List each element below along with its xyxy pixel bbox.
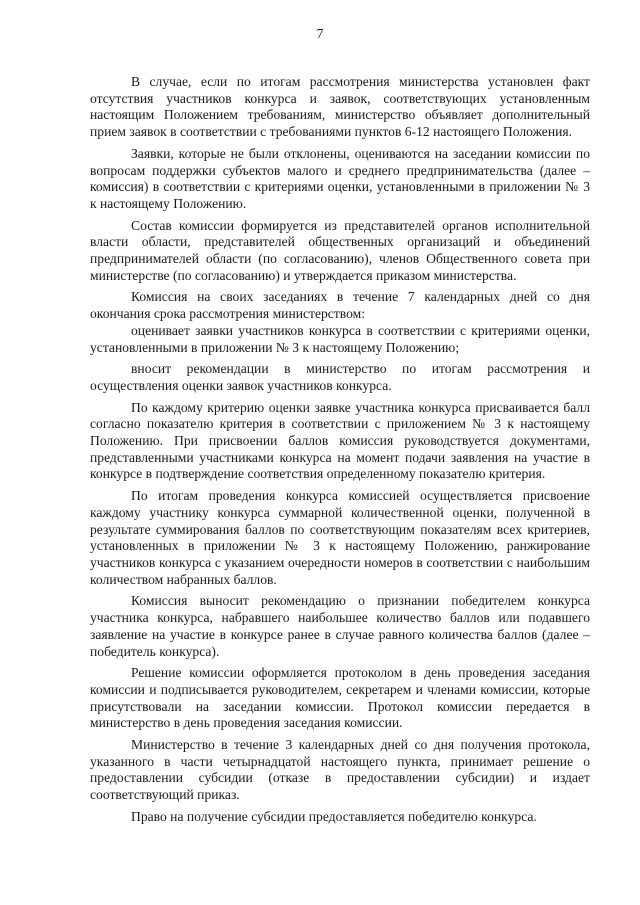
paragraph-subsidy-right: Право на получение субсидии предоставляется победителю конкурса. bbox=[131, 808, 537, 824]
paragraph-scoring: По каждому критерию оценки заявке участника конкурса присваивается балл согласно показателю критерия в соответствии с приложением № 3 к настоящему Положению. При присвоении баллов комиссия руководствуется документами, представленными участниками конкурса на момент подачи заявления на участие в конкурсе в подтверждение соответствия определенному показателю критерия. bbox=[90, 399, 590, 482]
paragraph-winner-recommendation: Комиссия выносит рекомендацию о признании победителем конкурса участника конкурса, набравшего наибольшее количество баллов или подавшего заявление на участие в конкурсе ранее в случае равного количества баллов (далее – победитель конкурса). bbox=[90, 593, 590, 659]
paragraph-evaluates-applications: оценивает заявки участников конкурса в соответствии с критериями оценки, установленными в приложении № 3 к настоящему Положению; bbox=[90, 322, 590, 355]
paragraph-commission-sessions: Комиссия на своих заседаниях в течение 7 календарных дней со дня окончания срока рассмотрения министерством: bbox=[90, 289, 590, 322]
paragraph-protocol: Решение комиссии оформляется протоколом в день проведения заседания комиссии и подписывается руководителем, секретарем и членами комиссии, которые присутствовали на заседании комиссии. Протокол комиссии передается в министерство в день проведения заседания комиссии. bbox=[90, 665, 590, 731]
paragraph-commission-composition: Состав комиссии формируется из представителей органов исполнительной власти области, представителей общественных организаций и объединений предпринимателей области (по согласованию), членов Общественного совета при министерстве (по согласованию) и утверждается приказом министерства. bbox=[90, 217, 590, 283]
paragraph-recommendations: вносит рекомендации в министерство по итогам рассмотрения и осуществления оценки заявок участников конкурса. bbox=[90, 361, 590, 393]
paragraph-ministry-decision: Министерство в течение 3 календарных дней со дня получения протокола, указанного в части четырнадцатой настоящего пункта, принимает решение о предоставлении субсидии (отказе в предоставлении субсидии) и издает соответствующий приказ. bbox=[90, 737, 590, 803]
page-number: 7 bbox=[316, 27, 324, 42]
paragraph-total-score-ranking: По итогам проведения конкурса комиссией осуществляется присвоение каждому участнику конкурса суммарной количественной оценки, полученной в результате суммирования баллов по соответствующим показателям всех критериев, установленных в приложении № 3 к настоящему Положению, ранжирование участников конкурса с указанием очередности номеров в соответствии с наибольшим количеством набранных баллов. bbox=[90, 488, 590, 587]
paragraph-additional-applications: В случае, если по итогам рассмотрения министерства установлен факт отсутствия участников конкурса и заявок, соответствующих установленным настоящим Положением требованиям, министерство объявляет дополнительный прием заявок в соответствии с требованиями пунктов 6-12 настоящего Положения. bbox=[90, 74, 590, 140]
paragraph-commission-evaluation: Заявки, которые не были отклонены, оцениваются на заседании комиссии по вопросам поддержки субъектов малого и среднего предпринимательства (далее – комиссия) в соответствии с критериями оценки, установленными в приложении № 3 к настоящему Положению. bbox=[90, 145, 590, 211]
document-body bbox=[90, 74, 590, 826]
